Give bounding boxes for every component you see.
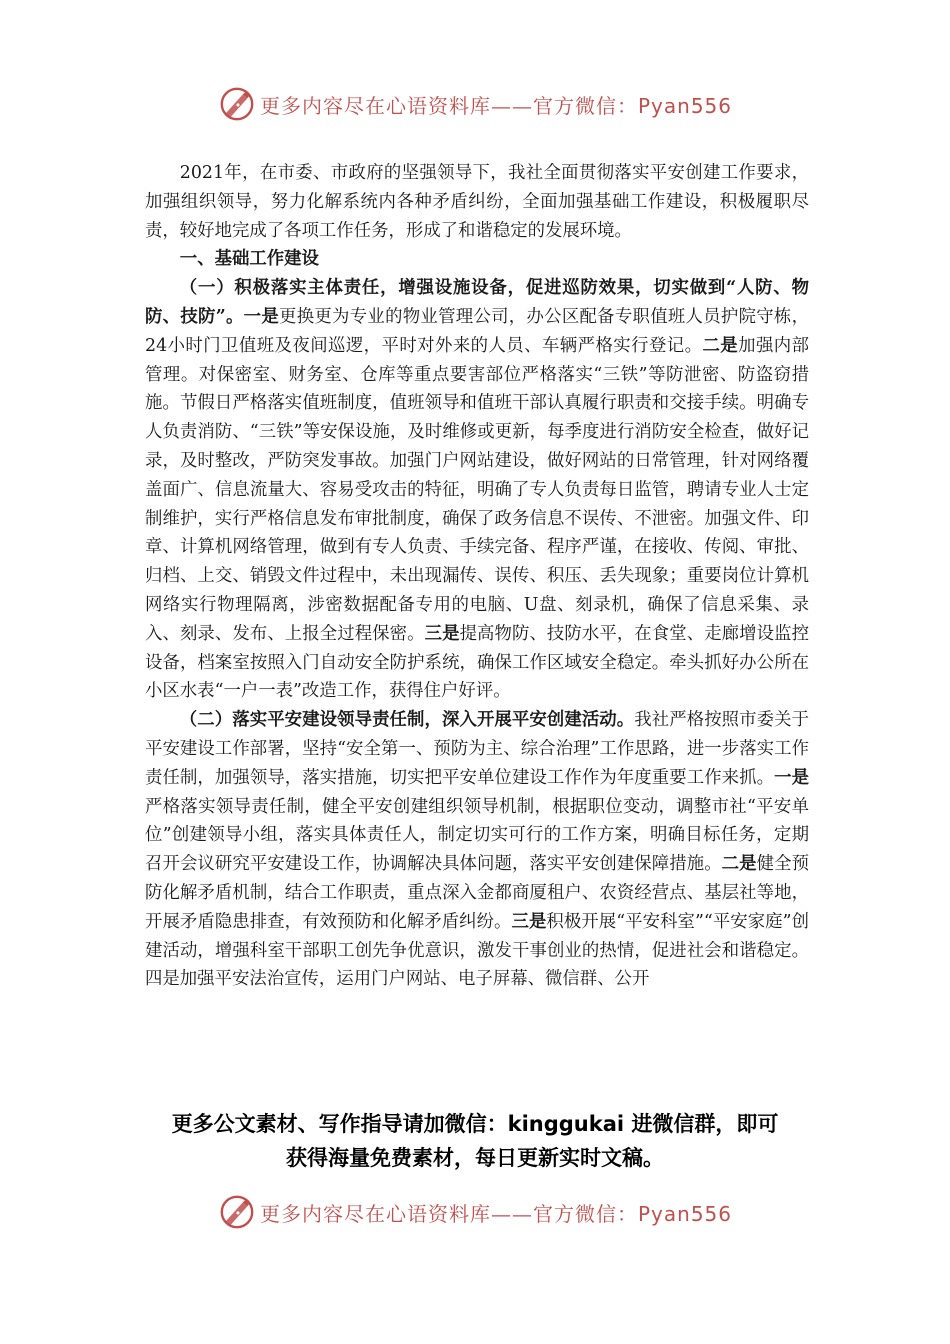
point-1-label: 一是 [774,767,809,788]
fountain-pen-logo-icon [218,85,256,123]
point-2-text: 加强内部管理。对保密室、财务室、仓库等重点要害部位严格落实“三铁”等防泄密、防盗窃措施。节假日严格落实值班制度，值班领导和值班干部认真履行职责和交接手续。明确专人负责消防、“三铁”等安保设施，及时维修或更新，每季度进行消防安全检查，做好记录，及时整改，严防突发事故。加强门户网站建设，做好网站的日常管理，针对网络覆盖面广、信息流量大、容易受攻击的特征，明确了专人负责每日监管，聘请专业人士定制维护，实行严格信息发布审批制度，确保了政务信息不误传、不泄密。加强文件、印章、计算机网络管理，做到有专人负责、手续完备、程序严谨，在接收、传阅、审批、归档、上交、销毁文件过程中，未出现漏传、误传、积压、丢失现象；重要岗位计算机网络实行物理隔离，涉密数据配备专用的电脑、U盘、刻录机，确保了信息采集、录入、刻录、发布、上报全过程保密。 [145,335,809,644]
subsection-2-intro: 我社严格按照市委关于平安建设工作部署，坚持“安全第一、预防为主、综合治理”工作思路，进一步落实工作责任制，加强领导，落实措施，切实把平安单位建设工作作为年度重要工作来抓。 [145,710,809,788]
banner-account: Pyan556 [637,93,732,118]
promo-line-1: 更多公文素材、写作指导请加微信：kinggukai 进微信群，即可 [171,1112,779,1136]
header-banner [0,80,950,128]
point-3-label: 三是 [424,623,460,644]
banner-wechat-label: 官方微信： [532,93,638,118]
banner-caption [260,1198,732,1227]
article-body [145,159,809,994]
subsection-2-title: （二）落实平安建设领导责任制，深入开展平安创建活动。 [179,710,635,731]
promo-line-2: 获得海量免费素材，每日更新实时文稿。 [286,1146,664,1170]
banner-wechat-label: 官方微信： [532,1201,638,1226]
point-2-label: 二是 [702,335,739,356]
point-1-text: 更换更为专业的物业管理公司，办公区配备专职值班人员护院守栋，24小时门卫值班及夜间巡逻，平时对外来的人员、车辆严格实行登记。 [145,306,809,356]
footer-banner [0,1188,950,1236]
banner-dash: —— [490,93,533,118]
point-3-text: 积极开展“平安科室”“平安家庭”创建活动，增强科室干部职工创先争优意识，激发干事创业的热情，促进社会和谐稳定。四是加强平安法治宣传，运用门户网站、电子屏幕、微信群、公开 [145,911,809,990]
banner-account: Pyan556 [637,1201,732,1226]
subsection-1-paragraph [145,274,809,706]
promo-notice [0,1107,950,1175]
banner-brand-text: 更多内容尽在心语资料库 [259,1201,491,1226]
banner-dash: —— [490,1201,533,1226]
subsection-1-title: （一）积极落实主体责任，增强设施设备，促进巡防效果，切实做到“人防、物防、技防”。 [145,278,809,327]
fountain-pen-logo-icon [218,1193,256,1231]
point-2-text: 健全预防化解矛盾机制，结合工作职责，重点深入金都商厦租户、农资经营点、基层社等地，开展矛盾隐患排查，有效预防和化解矛盾纠纷。 [145,854,809,932]
point-1-text: 严格落实领导责任制，健全平安创建组织领导机制，根据职位变动，调整市社“平安单位”创建领导小组，落实具体责任人，制定切实可行的工作方案，明确目标任务，定期召开会议研究平安建设工作，协调解决具体问题，落实平安创建保障措施。 [145,796,809,875]
section-heading: 一、基础工作建设 [179,249,319,270]
point-1-label: 一是 [243,306,280,327]
intro-paragraph: 2021年，在市委、市政府的坚强领导下，我社全面贯彻落实平安创建工作要求，加强组织领导，努力化解系统内各种矛盾纠纷，全面加强基础工作建设，积极履职尽责，较好地完成了各项工作任务，形成了和谐稳定的发展环境。 [145,163,809,241]
point-2-label: 二是 [721,854,757,875]
subsection-2-paragraph [145,706,809,994]
banner-brand-text: 更多内容尽在心语资料库 [259,93,491,118]
point-3-text: 提高物防、技防水平，在食堂、走廊增设监控设备，档案室按照入门自动安全防护系统，确保工作区域安全稳定。牵头抓好办公所在小区水表“一户一表”改造工作，获得住户好评。 [145,623,809,702]
banner-caption [260,90,732,119]
point-3-label: 三是 [511,911,547,932]
